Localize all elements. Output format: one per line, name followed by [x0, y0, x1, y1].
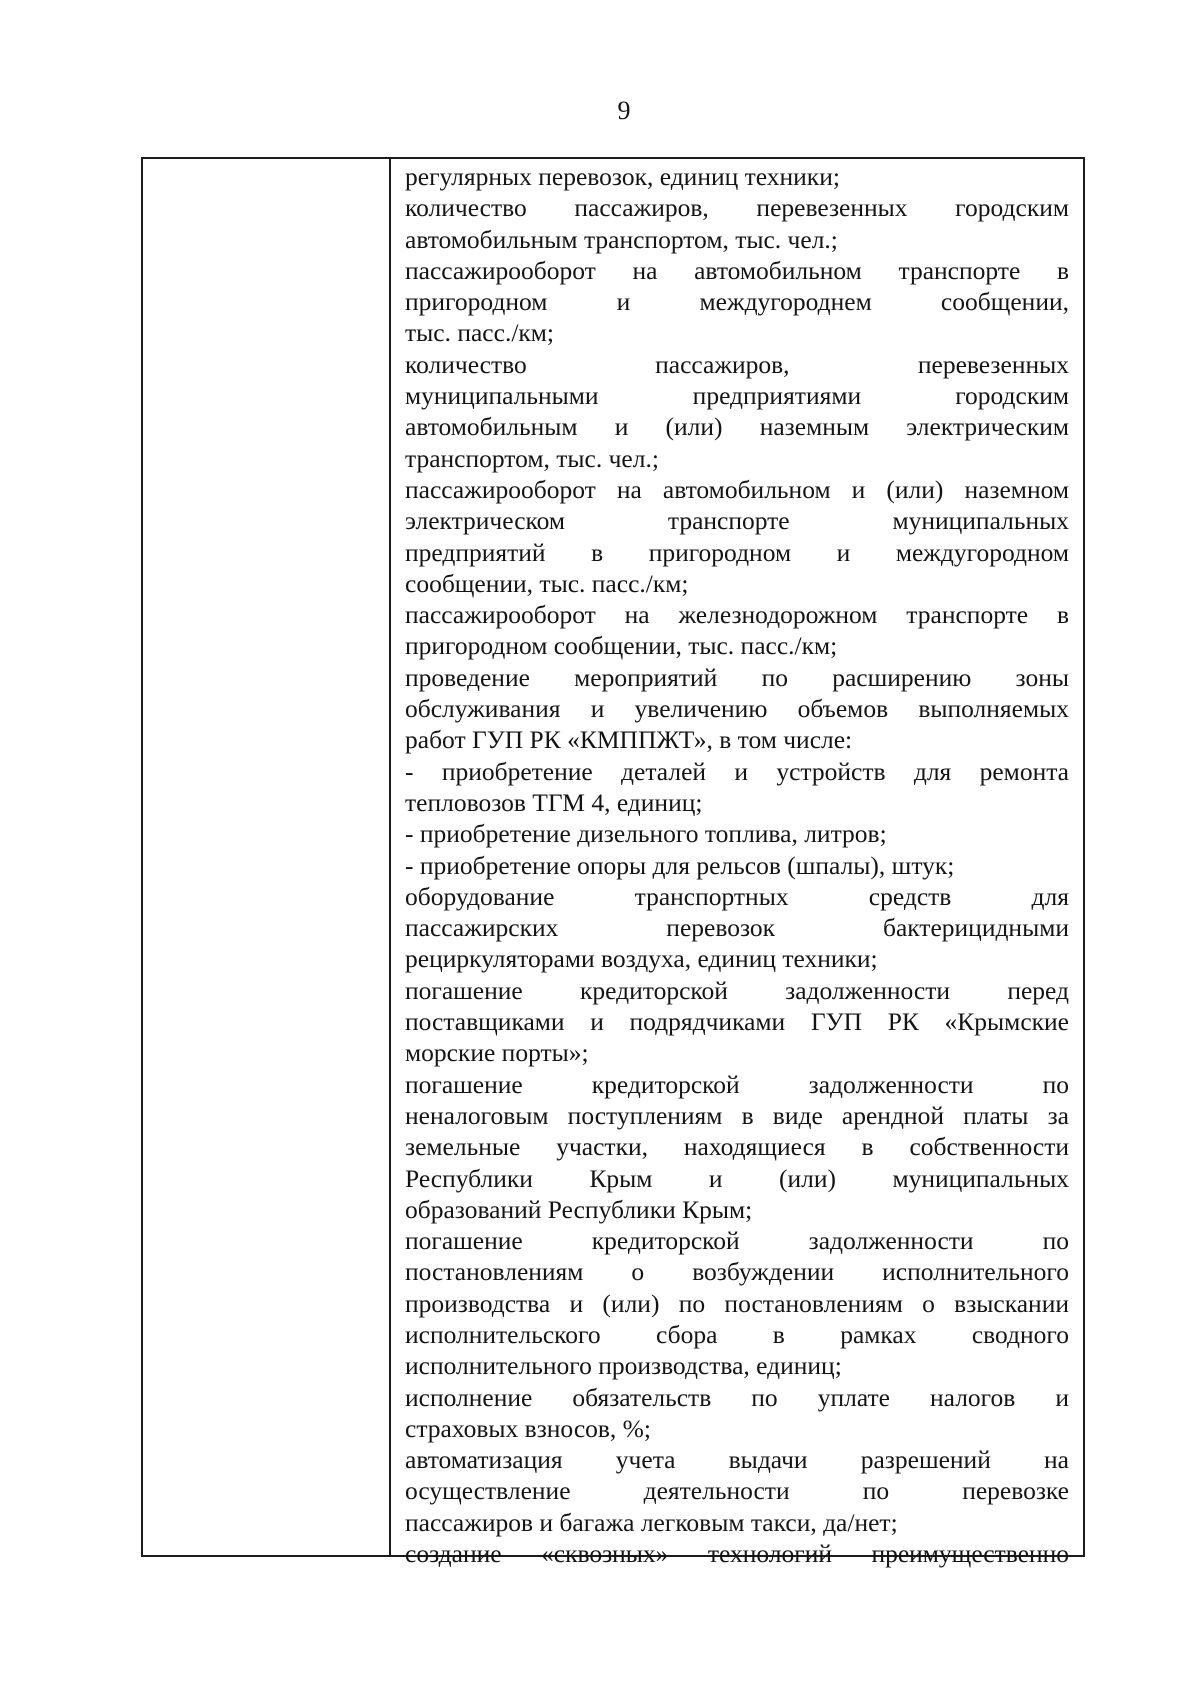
text-line: создание «сквозных» технологий преимущественно	[405, 1539, 1069, 1569]
text-line: пассажирооборот на автомобильном и (или) наземном	[405, 474, 1069, 504]
text-line: морские порты»;	[405, 1038, 589, 1068]
text-line: проведение мероприятий по расширению зоны	[405, 662, 1069, 692]
text-line: пассажирских перевозок бактерицидными	[405, 913, 1069, 943]
text-line: пригородном сообщении, тыс. пасс./км;	[405, 631, 838, 661]
text-line: автомобильным и (или) наземным электрическим	[405, 412, 1069, 442]
text-line: тыс. пасс./км;	[405, 318, 555, 348]
text-line: электрическом транспорте муниципальных	[405, 506, 1069, 536]
text-line: обслуживания и увеличению объемов выполняемых	[405, 694, 1069, 724]
text-line: Республики Крым и (или) муниципальных	[405, 1163, 1069, 1193]
text-line: регулярных перевозок, единиц техники;	[405, 162, 840, 191]
text-line: погашение кредиторской задолженности по	[405, 1069, 1069, 1099]
text-line: автомобильным транспортом, тыс. чел.;	[405, 224, 838, 254]
text-line: пассажиров и багажа легковым такси, да/нет;	[405, 1507, 898, 1537]
text-line: поставщиками и подрядчиками ГУП РК «Крымские	[405, 1007, 1069, 1037]
text-line: тепловозов ТГМ 4, единиц;	[405, 787, 703, 817]
text-line: работ ГУП РК «КМППЖТ», в том числе:	[405, 725, 853, 755]
text-line: постановлениям о возбуждении исполнительного	[405, 1257, 1069, 1287]
text-line: рециркуляторами воздуха, единиц техники;	[405, 944, 878, 974]
text-line: осуществление деятельности по перевозке	[405, 1476, 1069, 1506]
text-line: производства и (или) по постановлениям о взыскании	[405, 1288, 1069, 1318]
text-line: муниципальными предприятиями городским	[405, 381, 1069, 411]
text-line: образований Республики Крым;	[405, 1194, 753, 1224]
text-line: автоматизация учета выдачи разрешений на	[405, 1445, 1069, 1475]
text-line: оборудование транспортных средств для	[405, 881, 1069, 911]
text-line: страховых взносов, %;	[405, 1413, 651, 1443]
text-line: погашение кредиторской задолженности по	[405, 1226, 1069, 1256]
text-line: пригородном и междугороднем сообщении,	[405, 287, 1069, 317]
text-line: погашение кредиторской задолженности перед	[405, 975, 1069, 1005]
text-line: исполнительного производства, единиц;	[405, 1351, 842, 1381]
text-line: предприятий в пригородном и междугородном	[405, 537, 1069, 567]
text-line: исполнительского сбора в рамках сводного	[405, 1319, 1069, 1349]
text-line: - приобретение дизельного топлива, литров;	[405, 819, 887, 849]
text-line: пассажирооборот на железнодорожном транспорте в	[405, 600, 1069, 630]
table-left-cell	[143, 159, 389, 1555]
page-number: 9	[617, 96, 631, 125]
text-line: земельные участки, находящиеся в собственности	[405, 1132, 1069, 1162]
text-line: транспортом, тыс. чел.;	[405, 443, 659, 473]
text-line: - приобретение деталей и устройств для ремонта	[405, 756, 1069, 786]
text-line: количество пассажиров, перевезенных	[405, 349, 1069, 379]
text-line: исполнение обязательств по уплате налогов и	[405, 1382, 1069, 1412]
text-line: сообщении, тыс. пасс./км;	[405, 568, 689, 598]
column-divider	[389, 159, 391, 1555]
text-line: пассажирооборот на автомобильном транспорте в	[405, 255, 1069, 285]
indicators-table	[141, 157, 1085, 1569]
text-line: количество пассажиров, перевезенных городским	[405, 193, 1069, 223]
text-line: неналоговым поступлениям в виде арендной платы за	[405, 1100, 1069, 1130]
table-right-cell	[405, 161, 1069, 1569]
text-line: - приобретение опоры для рельсов (шпалы), штук;	[405, 850, 955, 880]
